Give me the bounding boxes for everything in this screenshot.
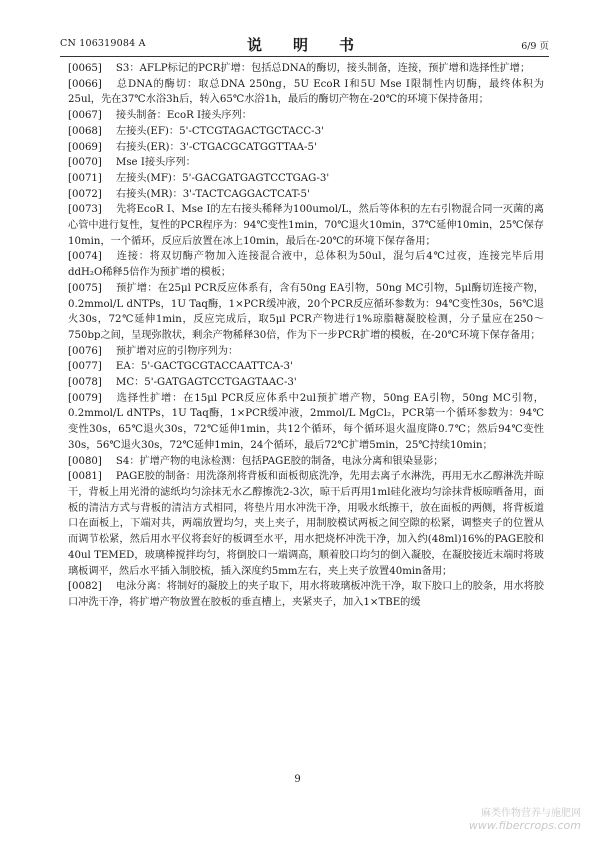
paragraph-text: PAGE胶的制备：用洗涤剂将背板和面板彻底洗净，先用去离子水淋洗，再用无水乙醇淋洗并晾干，背板上用光滑的滤纸均匀涂抹无水乙醇擦洗2-3次，晾干后再用1ml硅化液均匀涂抹背板晾晒备用，面板的清洁方式与背板的清洁方式相同，将垫片用水冲洗干净，用吸水纸擦干，放在面板的两侧，将背板道口在面板上，下端对共，两端放置均匀，夹上夹子，用制胶模试两板之间空隙的松紧，调整夹子的位置从而调节松紧，然后用水平仪将套好的板调至水平，用水把烧杯冲洗干净，加入约(48ml)16%的PAGE胶和40ul TEMED，玻璃棒搅拌均匀，将倒胶口一端调高，顺着胶口均匀的倒入凝胶，在凝胶接近末端时将玻璃板调平，然后水平插入制胶梳，插入深度约5mm左右，夹上夹子放置40min备用； [68,471,544,577]
paragraph-text: 连接：将双切酶产物加入连接混合液中，总体积为50ul，混匀后4℃过夜，连接完毕后用ddH₂O稀释5倍作为预扩增的模板； [68,251,544,279]
paragraph-number: [0070] [68,157,102,169]
paragraph-text: S3：AFLP标记的PCR扩增：包括总DNA的酶切，接头制备，连接，预扩增和选择性扩增； [115,63,531,74]
watermark-site-name: 麻类作物营养与施肥网 [481,808,581,819]
paragraph-number: [0076] [68,345,102,357]
paragraph-text: MC：5'-GATGAGTCCTGAGTAAC-3' [115,377,297,389]
paragraph [68,171,544,187]
paragraph-text: 右接头(MR)：3'-TACTCAGGACTCAT-5' [115,188,310,200]
paragraph-number: [0074] [68,251,102,263]
paragraph [68,391,544,454]
paragraph [68,140,544,156]
paragraph-number: [0065] [68,63,102,74]
paragraph-number: [0072] [68,188,102,200]
paragraph [68,249,544,280]
watermark [469,808,581,832]
page-number: 9 [294,774,301,785]
paragraph-text: 接头制备：EcoR Ⅰ接头序列： [115,110,252,122]
paragraph-text: EA：5'-GACTGCGTACCAATTCA-3' [115,361,293,373]
header-rule [60,56,549,57]
document-title: 说 明 书 [246,36,362,54]
paragraph [68,344,544,360]
paragraph-text: 选择性扩增：在15μl PCR反应体系中2ul预扩增产物，50ng EA引物，50ng MC引物，0.2mmol/L dNTPs，1U Taq酶，1×PCR缓冲液，2mmol/L MgCl₂，PCR第一个循环参数为：94℃变性30s，65℃退火30s，72℃延伸1min，共12个循环，每个循环退火温度降0.7℃；然后94℃变性30s，56℃退火30s，72℃延伸1min，24个循环，最后72℃扩增5min，25℃持续10min； [68,392,544,451]
paragraph-number: [0080] [68,455,102,467]
paragraph-number: [0073] [68,204,102,216]
paragraph-number: [0077] [68,361,102,373]
page-header [60,34,549,54]
paragraph [68,579,544,610]
paragraph [68,124,544,140]
paragraph-text: 左接头(EF)：5'-CTCGTAGACTGCTACC-3' [115,125,324,137]
patent-number: CN 106319084 A [60,38,146,49]
paragraph [68,202,544,249]
paragraph-text: S4：扩增产物的电泳检测：包括PAGE胶的制备，电泳分离和银染显影； [115,455,444,467]
paragraph [68,375,544,391]
paragraph-number: [0079] [68,392,102,404]
paragraph-text: Mse Ⅰ接头序列： [115,157,196,169]
paragraph-text: 先将EcoR Ⅰ、Mse Ⅰ的左右接头稀释为100umol/L，然后等体积的左右引物混合同一灭菌的离心管中进行复性，复性的PCR程序为：94℃变性1min，70℃退火10min，37℃延伸10min，25℃保存10min，一个循环，反应后放置在冰上10min，最后在-20℃的环境下保存备用； [68,204,544,247]
paragraph-number: [0068] [68,125,102,137]
paragraph-number: [0075] [68,282,102,294]
paragraph-text: 预扩增对应的引物序列为： [115,345,239,357]
paragraph-text: 右接头(ER)：3'-CTGACGCATGGTTAA-5' [115,141,317,153]
paragraph-number: [0071] [68,172,102,184]
page-indicator: 6/9 页 [521,41,549,52]
paragraph [68,281,544,344]
paragraph-number: [0078] [68,377,102,389]
paragraph-number: [0081] [68,471,102,483]
paragraph [68,469,544,579]
paragraph [68,187,544,203]
paragraph [68,359,544,375]
watermark-url: www.fibercrops.com [468,819,581,832]
paragraph-number: [0082] [68,581,102,593]
paragraph [68,454,544,470]
paragraph [68,77,544,108]
paragraph-number: [0066] [68,78,102,90]
paragraph-text: 左接头(MF)：5'-GACGATGAGTCCTGAG-3' [115,172,330,184]
paragraph [68,155,544,171]
paragraph-text: 预扩增：在25μl PCR反应体系有，含有50ng EA引物，50ng MC引物，5μl酶切连接产物，0.2mmol/L dNTPs，1U Taq酶，1×PCR缓冲液，20个PCR反应循环参数为：94℃变性30s，56℃退火30s，72℃延伸1min，反应完成后，取5μl PCR产物进行1%琼脂糖凝胶检测，分子量应在250～750bp之间，呈现弥散状，剩余产物稀释30倍，作为下一步PCR扩增的模板，在-20℃环境下保存备用； [68,282,544,341]
paragraph [68,108,544,124]
paragraph-number: [0067] [68,110,102,122]
paragraph-number: [0069] [68,141,102,153]
paragraph-text: 总DNA的酶切：取总DNA 250ng，5U EcoR Ⅰ和5U Mse Ⅰ限制性内切酶，最终体积为25ul，先在37℃水浴3h后，转入65℃水浴1h，最后的酶切产物在-20℃的环境下保持备用； [68,78,544,106]
paragraph [68,61,544,77]
document-body [68,61,544,611]
paragraph-text: 电泳分离：将制好的凝胶上的夹子取下，用水将玻璃板冲洗干净，取下胶口上的胶条，用水将胶口冲洗干净，将扩增产物放置在胶板的垂直槽上，夹紧夹子，加入1×TBE的缓 [68,581,544,608]
